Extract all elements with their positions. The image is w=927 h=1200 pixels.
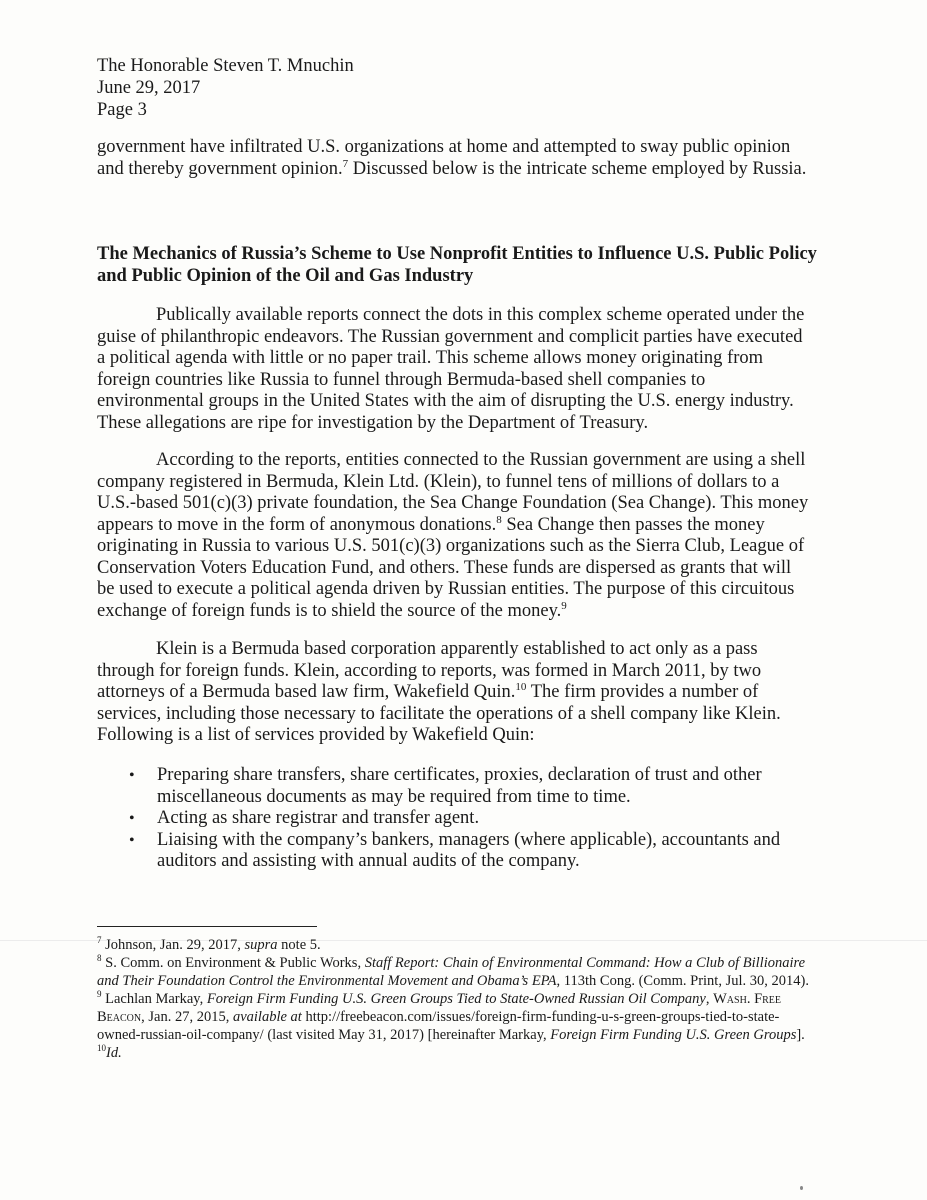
paragraph-text: government have infiltrated U.S. organizations at home and attempted to sway public opinion and thereby government opinion. [97,137,791,179]
footnote-ref-10: 10 [515,680,527,693]
footnote-text: , [705,991,714,1007]
paragraph-text: Klein is a Bermuda based corporation apparently established to act only as a pass through for foreign funds. Klein, according to reports, was formed in March 2011, by two attorneys of a Bermuda based law firm, Wakefield Quin. [97,639,762,702]
footnote-text: Johnson, Jan. 29, 2017, [101,937,245,953]
footnote-italic: Foreign Firm Funding U.S. Green Groups [550,1027,797,1043]
footnote-italic: Id. [106,1045,122,1061]
footnote-url-text: http://freebeacon.com/issues/foreign-firm-funding-u-s-green-groups-tied-to-state-owned-russian-oil-company/ (last visited May 31, 2017) [hereinafter Markay, [97,1009,780,1043]
paragraph-continuation [97,137,809,180]
bullet-icon: • [129,831,135,849]
footnote-10 [97,1044,809,1062]
footnote-8 [97,954,809,990]
footnote-text: S. Comm. on Environment & Public Works, [101,955,365,971]
paragraph-text: Discussed below is the intricate scheme employed by Russia. [348,158,807,179]
list-item-text: Preparing share transfers, share certificates, proxies, declaration of trust and other miscellaneous documents as may be required from time to time. [157,765,762,807]
footnote-number: 8 [97,953,102,964]
list-item [97,830,809,873]
footnote-text: , 113th Cong. (Comm. Print, Jul. 30, 2014). [556,973,809,989]
footnote-text: , Jan. 27, 2015, [141,1009,233,1025]
footnote-text: Lachlan Markay, [101,991,207,1007]
letter-header [97,55,354,121]
footnote-text: note 5. [277,937,321,953]
date-line: June 29, 2017 [97,78,201,98]
footnote-number: 9 [97,989,102,1000]
section-heading: The Mechanics of Russia’s Scheme to Use Nonprofit Entities to Influence U.S. Public Policy and Public Opinion of the Oil and Gas Industry [97,244,817,286]
footnote-italic: Foreign Firm Funding U.S. Green Groups Tied to State-Owned Russian Oil Company [206,991,706,1007]
paragraph-public-reports: Publically available reports connect the dots in this complex scheme operated under the guise of philanthropic endeavors. The Russian government and complicit parties have executed a political agenda with little or no paper trail. This scheme allows money originating from foreign countries like Russia to funnel through Bermuda-based shell companies to environmental groups in the United States with the aim of disrupting the U.S. energy industry. These allegations are ripe for investigation by the Department of Treasury. [97,305,805,433]
list-item [97,808,809,830]
list-item-text: Acting as share registrar and transfer agent. [157,808,480,828]
list-item-text: Liaising with the company’s bankers, managers (where applicable), accountants and auditors and assisting with annual audits of the company. [157,829,781,871]
paragraph-klein [97,639,809,747]
paragraph-text: According to the reports, entities connected to the Russian government are using a shell company registered in Bermuda, Klein Ltd. (Klein), to funnel tens of millions of dollars to a U.S.-based 501(c)(3) private foundation, the Sea Change Foundation (Sea Change). This money appears to move in the form of anonymous donations. [97,450,809,535]
footnote-9 [97,990,809,1044]
footnote-italic: Staff Report: Chain of Environmental Command: How a Club of Billionaire and Their Foundation Control the Environmental Movement and Obama’s EPA [97,955,806,989]
paragraph-text: Sea Change then passes the money originating in Russia to various U.S. 501(c)(3) organizations such as the Sierra Club, League of Conservation Voters Education Fund, and others. These funds are dispersed as grants that will be used to execute a political agenda driven by Russian entities. The purpose of this circuitous exchange of foreign funds is to shield the source of the money. [97,514,805,621]
paragraph-text: The firm provides a number of services, including those necessary to facilitate the operations of a shell company like Klein. Following is a list of services provided by Wakefield Quin: [97,682,781,745]
footnote-number: 10 [97,1043,106,1054]
footnote-number: 7 [97,935,102,946]
bullet-icon: • [129,767,135,784]
footnote-smallcaps: Wash. Free Beacon [97,991,782,1025]
services-list [97,765,809,873]
footnotes [97,936,809,1062]
footnote-italic: supra [244,937,278,953]
list-item [97,765,809,808]
page-number-line: Page 3 [97,100,147,120]
footnote-text: ]. [796,1027,805,1043]
footnote-7 [97,936,809,954]
footnote-ref-9: 9 [561,599,567,612]
footnote-divider [97,926,317,927]
bullet-icon: • [129,810,135,827]
footnote-ref-7: 7 [342,157,349,170]
paragraph-shell-company [97,450,809,622]
footnote-ref-8: 8 [496,513,502,526]
scan-speck [800,1186,803,1190]
addressee-line: The Honorable Steven T. Mnuchin [97,56,354,76]
footnote-italic: available at [232,1009,302,1025]
